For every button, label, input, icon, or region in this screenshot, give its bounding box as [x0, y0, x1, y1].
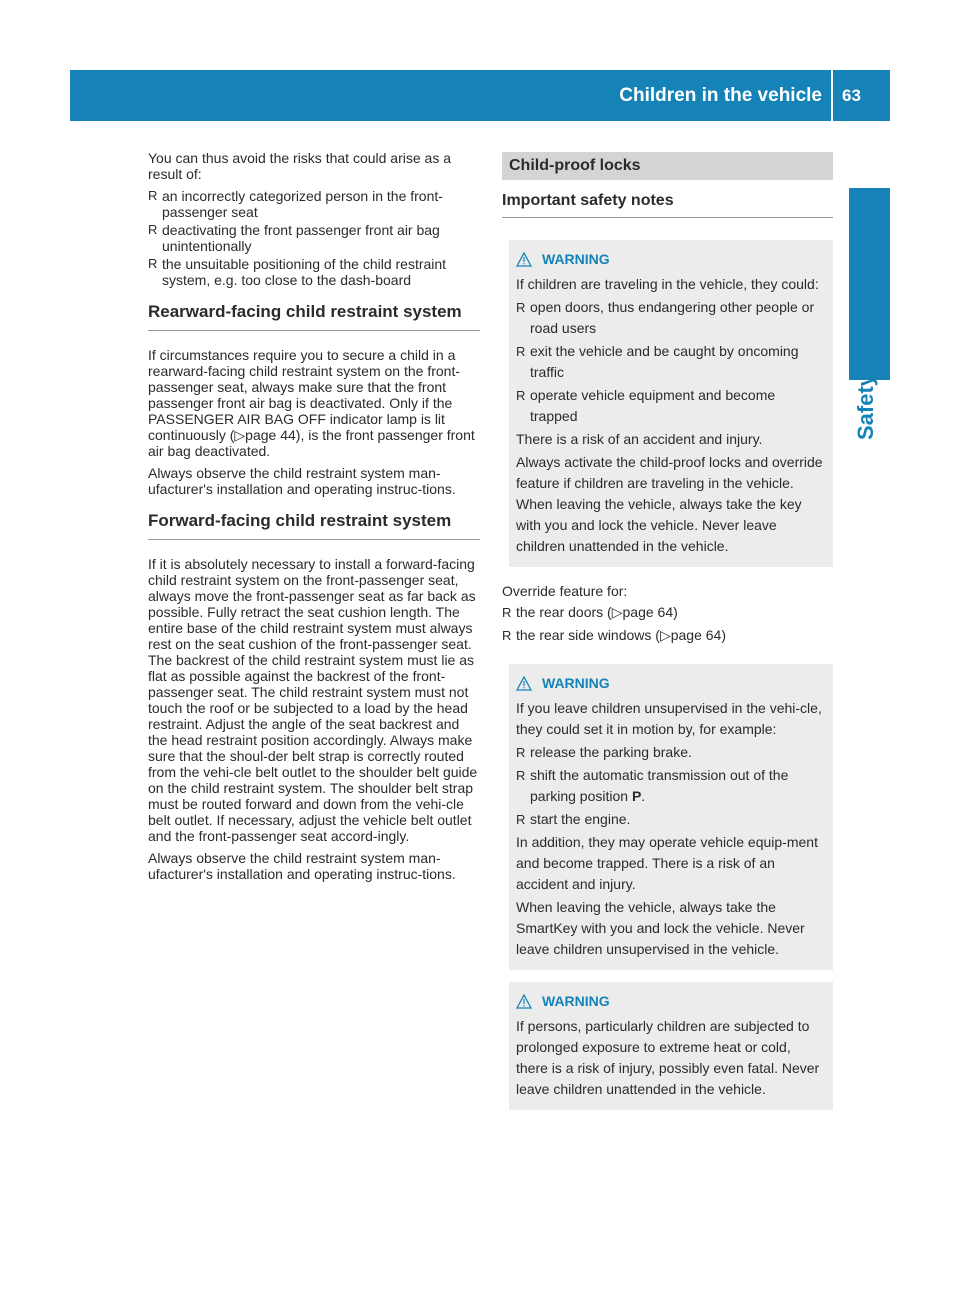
page-number: 63	[842, 86, 861, 105]
warning-triangle-icon	[516, 994, 532, 1009]
warning-intro: If you leave children unsupervised in the vehi-cle, they could set it in motion by, for example:	[516, 700, 822, 737]
list-item: R release the parking brake.	[516, 742, 826, 763]
rearward-heading: Rearward-facing child restraint system	[148, 302, 480, 331]
left-column	[148, 150, 480, 888]
bullet-icon: R	[148, 222, 158, 237]
list-item: R the unsuitable positioning of the child restraint system, e.g. too close to the dash-board	[148, 256, 447, 288]
forward-heading: Forward-facing child restraint system	[148, 511, 480, 540]
intro-list	[148, 188, 480, 288]
warning-text: If persons, particularly children are subjected to prolonged exposure to extreme heat or cold, there is a risk of injury, possibly even fatal. Never leave children unattended in the vehicle.	[516, 1018, 820, 1097]
warning-list	[516, 742, 826, 830]
warning-box-2	[509, 664, 833, 970]
list-item: R the rear doors (▷page 64)	[502, 602, 833, 623]
forward-paragraph: If it is absolutely necessary to install a forward-facing child restraint system on the front-passenger seat, always move the front-passenger seat as far back as possible. Fully retract the seat cushion length. The entire base of the child restraint system must always rest on the seat cushion of the front-passenger seat. The backrest of the child restraint system must lie as flat as possible against the backrest of the front-passenger seat. The child restraint system must not touch the roof or be subjected to a load by the head restraint. Adjust the angle of the seat backrest and the head restraint position accordingly. Always make sure that the shoul-der belt strap is correctly routed from the vehi-cle belt outlet to the shoulder belt guide on the child restraint system. The shoulder belt strap must be routed forward and down from the vehi-cle belt outlet. If necessary, adjust the vehicle belt outlet and the front-passenger seat accord-ingly.	[148, 556, 478, 844]
list-item: R shift the automatic transmission out of the parking position P.	[516, 767, 789, 804]
bullet-icon: R	[502, 605, 512, 620]
list-item: R operate vehicle equipment and become trapped	[516, 387, 776, 424]
warning-list	[516, 297, 826, 427]
list-item: R start the engine.	[516, 809, 826, 830]
right-column	[502, 152, 833, 1110]
forward-observe: Always observe the child restraint system man-ufacturer's installation and operating instruc-tions.	[148, 850, 456, 882]
warning-box-1	[509, 240, 833, 567]
override-intro: Override feature for:	[502, 583, 628, 599]
gear-key: P	[631, 788, 642, 804]
warning-risk: There is a risk of an accident and injury.	[516, 431, 763, 447]
warning-title: WARNING	[516, 250, 826, 268]
page-title: Children in the vehicle	[619, 85, 822, 106]
list-item: R deactivating the front passenger front air bag unintentionally	[148, 222, 440, 254]
bullet-icon: R	[502, 628, 512, 643]
side-tab-label	[849, 373, 890, 440]
section-heading: Child-proof locks	[502, 152, 833, 180]
subheading: Important safety notes	[502, 190, 833, 218]
bullet-icon: R	[516, 388, 526, 403]
header-bar	[70, 70, 890, 121]
list-item: R an incorrectly categorized person in the front-passenger seat	[148, 188, 443, 220]
header-divider	[831, 70, 833, 121]
bullet-icon: R	[516, 812, 526, 827]
forward-body	[148, 556, 480, 882]
page-reference-link[interactable]: page 64	[622, 604, 674, 620]
bullet-icon: R	[148, 188, 158, 203]
rearward-observe: Always observe the child restraint system man-ufacturer's installation and operating instruc-tions.	[148, 465, 456, 497]
ref-arrow-icon: ▷	[611, 604, 623, 620]
page-reference-link[interactable]: page 44	[245, 427, 296, 443]
side-tab	[849, 188, 890, 380]
warning-intro: If children are traveling in the vehicle, they could:	[516, 276, 819, 292]
bullet-icon: R	[516, 300, 526, 315]
list-item: R open doors, thus endangering other people or road users	[516, 299, 815, 336]
warning-title: WARNING	[516, 674, 826, 692]
warning-advice: When leaving the vehicle, always take the SmartKey with you and lock the vehicle. Never leave children unsupervised in the vehicle.	[516, 899, 805, 957]
bullet-icon: R	[516, 768, 526, 783]
warning-triangle-icon	[516, 676, 532, 691]
warning-advice: Always activate the child-proof locks and override feature if children are traveling in the vehicle. When leaving the vehicle, always take the key with you and lock the vehicle. Never leave children unattended in the vehicle.	[516, 454, 823, 554]
warning-risk: In addition, they may operate vehicle equip-ment and become trapped. There is a risk of an accident and injury.	[516, 834, 818, 892]
ref-arrow-icon: ▷	[234, 427, 246, 443]
warning-title: WARNING	[516, 992, 826, 1010]
bullet-icon: R	[516, 344, 526, 359]
override-section	[502, 581, 833, 646]
intro-text: You can thus avoid the risks that could arise as a result of:	[148, 150, 451, 182]
ref-arrow-icon: ▷	[659, 627, 671, 643]
warning-triangle-icon	[516, 252, 532, 267]
bullet-icon: R	[148, 256, 158, 271]
rearward-body	[148, 347, 480, 497]
bullet-icon: R	[516, 745, 526, 760]
warning-box-3	[509, 982, 833, 1110]
list-item: R the rear side windows (▷page 64)	[502, 625, 833, 646]
override-list	[502, 602, 833, 646]
side-tab-text: Safety	[853, 373, 878, 440]
page-reference-link[interactable]: page 64	[670, 627, 722, 643]
list-item: R exit the vehicle and be caught by oncoming traffic	[516, 343, 799, 380]
rearward-paragraph: If circumstances require you to secure a child in a rearward-facing child restraint system on the front-passenger seat, always make sure that the front passenger front air bag is deactivated. Only if the PASSENGER AIR BAG OFF indicator lamp is lit continuously (▷page 44), is the front passenger front air bag deactivated.	[148, 347, 475, 459]
